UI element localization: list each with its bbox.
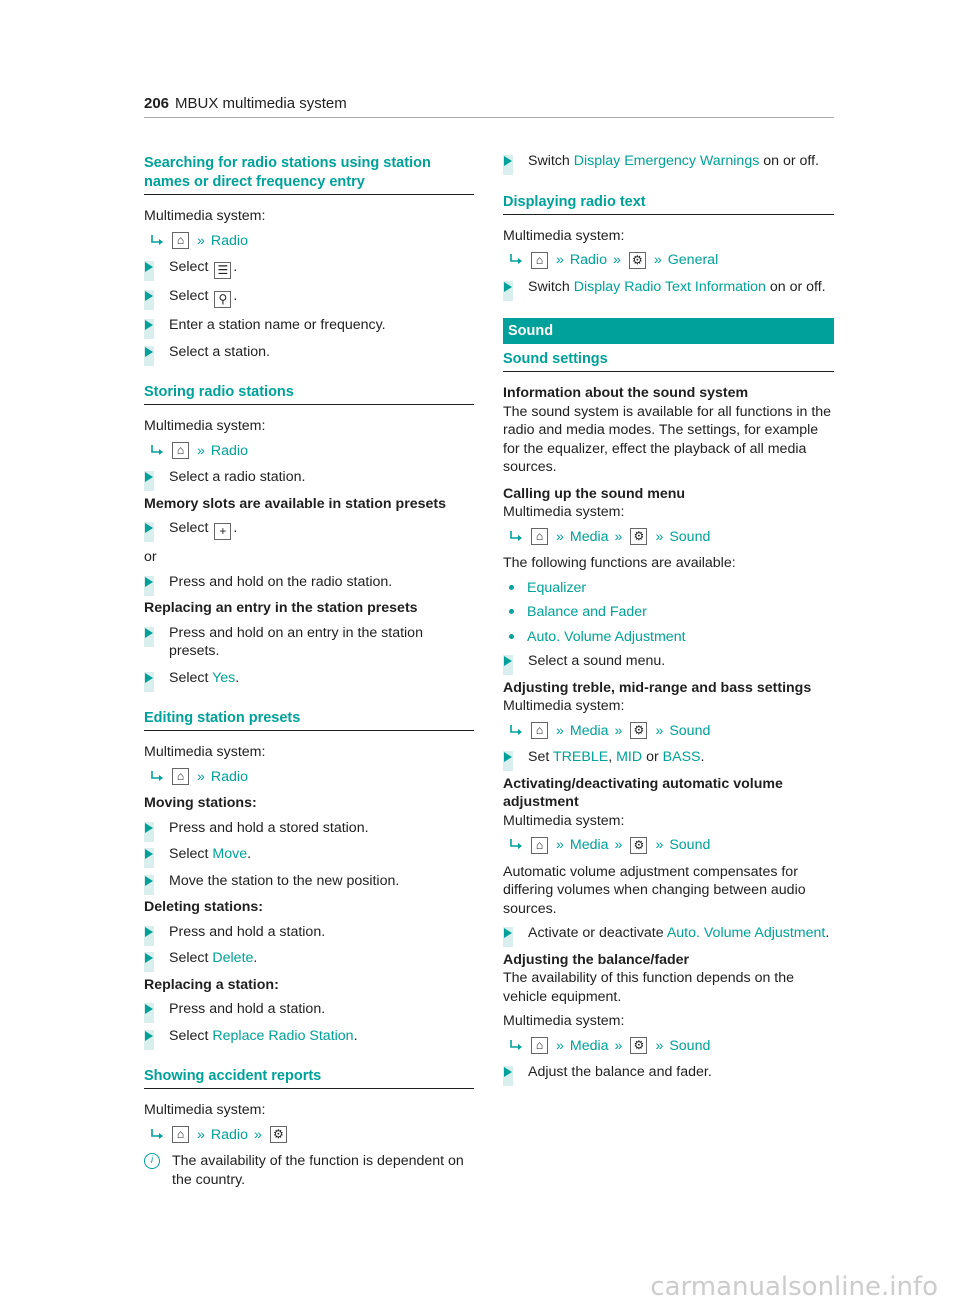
home-icon: ⌂ bbox=[172, 442, 189, 459]
step-item: Enter a station name or frequency. bbox=[144, 316, 474, 335]
subheading: Deleting stations: bbox=[144, 899, 264, 915]
step-item: Press and hold a stored station. bbox=[144, 819, 474, 838]
step-item: Press and hold on an entry in the station presets. bbox=[144, 624, 474, 661]
double-chevron-icon: » bbox=[655, 528, 664, 545]
menu-path bbox=[509, 1037, 834, 1056]
sound-functions-list bbox=[509, 579, 834, 647]
double-chevron-icon: » bbox=[556, 252, 564, 268]
heading-radio-text: Displaying radio text bbox=[503, 193, 834, 215]
path-radio[interactable]: Radio bbox=[210, 768, 248, 785]
double-chevron-icon: » bbox=[614, 722, 623, 739]
return-arrow-icon bbox=[150, 1129, 164, 1141]
double-chevron-icon: » bbox=[655, 1037, 664, 1054]
step-item: Switch Display Emergency Warnings on or off. bbox=[503, 152, 834, 171]
path-radio[interactable]: Radio bbox=[210, 442, 248, 459]
home-icon: ⌂ bbox=[172, 1126, 189, 1143]
or-text: or bbox=[144, 549, 157, 565]
home-icon: ⌂ bbox=[531, 252, 548, 269]
paragraph: The following functions are available: bbox=[503, 555, 736, 571]
step-item: Press and hold on the radio station. bbox=[144, 573, 474, 592]
double-chevron-icon: » bbox=[253, 1126, 262, 1143]
station-list-icon[interactable]: ☰ bbox=[214, 262, 231, 279]
step-item: Press and hold a station. bbox=[144, 923, 474, 942]
page-header-title: MBUX multimedia system bbox=[175, 95, 347, 112]
option-replace-radio-station[interactable]: Replace Radio Station bbox=[212, 1027, 354, 1044]
step-item: Select Replace Radio Station. bbox=[144, 1027, 474, 1046]
multimedia-system-label: Multimedia system: bbox=[144, 744, 266, 760]
multimedia-system-label: Multimedia system: bbox=[503, 504, 625, 520]
double-chevron-icon: » bbox=[556, 528, 564, 545]
home-icon: ⌂ bbox=[172, 232, 189, 249]
list-item[interactable]: Balance and Fader bbox=[509, 603, 834, 622]
info-icon: i bbox=[144, 1153, 160, 1169]
multimedia-system-label: Multimedia system: bbox=[144, 208, 266, 224]
info-note: i The availability of the function is dependent on the country. bbox=[144, 1152, 474, 1189]
gear-icon[interactable]: ⚙ bbox=[630, 1037, 647, 1054]
subheading: Replacing an entry in the station presets bbox=[144, 600, 418, 616]
return-arrow-icon bbox=[509, 531, 523, 543]
home-icon: ⌂ bbox=[531, 837, 548, 854]
watermark: carmanualsonline.info bbox=[650, 1271, 938, 1302]
menu-path bbox=[509, 251, 834, 270]
list-item[interactable]: Equalizer bbox=[509, 579, 834, 598]
menu-path bbox=[150, 442, 474, 461]
double-chevron-icon: » bbox=[614, 837, 623, 853]
step-item: Select Yes. bbox=[144, 669, 474, 688]
double-chevron-icon: » bbox=[556, 837, 564, 853]
option-mid[interactable]: MID bbox=[616, 749, 643, 765]
double-chevron-icon: » bbox=[197, 442, 205, 459]
option-delete[interactable]: Delete bbox=[212, 950, 254, 966]
path-sound[interactable]: Sound bbox=[669, 722, 711, 739]
step-item: Move the station to the new position. bbox=[144, 872, 474, 891]
menu-path bbox=[150, 768, 474, 787]
double-chevron-icon: » bbox=[653, 252, 662, 268]
return-arrow-icon bbox=[150, 771, 164, 783]
step-item: Select a station. bbox=[144, 343, 474, 362]
double-chevron-icon: » bbox=[614, 528, 623, 545]
menu-path bbox=[509, 722, 834, 741]
paragraph: The availability of this function depends on the vehicle equipment. bbox=[503, 970, 795, 1005]
list-item[interactable]: Auto. Volume Adjustment bbox=[509, 628, 834, 647]
subheading: Memory slots are available in station presets bbox=[144, 495, 446, 512]
double-chevron-icon: » bbox=[612, 252, 621, 268]
path-sound[interactable]: Sound bbox=[669, 837, 711, 853]
subheading: Replacing a station: bbox=[144, 976, 279, 993]
heading-search-stations: Searching for radio stations using station names or direct frequency entry bbox=[144, 154, 474, 195]
option-treble[interactable]: TREBLE bbox=[552, 749, 609, 765]
step-item: Select a sound menu. bbox=[503, 652, 834, 671]
path-media[interactable]: Media bbox=[569, 837, 609, 853]
subheading: Adjusting the balance/fader bbox=[503, 951, 690, 968]
page-number: 206 bbox=[144, 95, 170, 112]
home-icon: ⌂ bbox=[531, 1037, 548, 1054]
multimedia-system-label: Multimedia system: bbox=[144, 1102, 266, 1118]
multimedia-system-label: Multimedia system: bbox=[144, 418, 266, 434]
step-item: Select a radio station. bbox=[144, 468, 474, 487]
step-item: Activate or deactivate Auto. Volume Adjustment. bbox=[503, 924, 834, 943]
menu-path bbox=[509, 836, 834, 855]
double-chevron-icon: » bbox=[556, 722, 564, 739]
home-icon: ⌂ bbox=[531, 722, 548, 739]
path-sound[interactable]: Sound bbox=[669, 1037, 711, 1054]
path-radio[interactable]: Radio bbox=[210, 1126, 248, 1143]
multimedia-system-label: Multimedia system: bbox=[503, 812, 625, 829]
multimedia-system-label: Multimedia system: bbox=[503, 698, 625, 714]
path-radio[interactable]: Radio bbox=[210, 232, 248, 249]
section-banner-sound: Sound bbox=[503, 318, 834, 344]
return-arrow-icon bbox=[509, 725, 523, 737]
step-item: Switch Display Radio Text Information on or off. bbox=[503, 278, 834, 297]
option-auto-volume-adjustment[interactable]: Auto. Volume Adjustment bbox=[666, 925, 826, 941]
option-bass[interactable]: BASS bbox=[662, 749, 701, 765]
heading-sound-settings: Sound settings bbox=[503, 350, 834, 372]
multimedia-system-label: Multimedia system: bbox=[503, 227, 625, 244]
gear-icon[interactable]: ⚙ bbox=[629, 252, 646, 269]
plus-icon[interactable]: + bbox=[214, 523, 231, 540]
option-display-radio-text-information[interactable]: Display Radio Text Information bbox=[573, 278, 766, 295]
menu-path bbox=[150, 1126, 474, 1145]
search-icon[interactable]: ⚲ bbox=[214, 291, 231, 308]
paragraph: Automatic volume adjustment compensates for differing volumes when changing between audio sources. bbox=[503, 863, 806, 917]
option-move[interactable]: Move bbox=[212, 846, 248, 862]
double-chevron-icon: » bbox=[614, 1037, 623, 1054]
path-sound[interactable]: Sound bbox=[669, 528, 711, 545]
option-yes[interactable]: Yes bbox=[212, 669, 236, 686]
step-item: Set TREBLE, MID or BASS. bbox=[503, 748, 834, 767]
gear-icon[interactable]: ⚙ bbox=[630, 528, 647, 545]
step-item: Adjust the balance and fader. bbox=[503, 1063, 834, 1082]
menu-path bbox=[509, 528, 834, 547]
double-chevron-icon: » bbox=[197, 768, 205, 785]
heading-accident-reports: Showing accident reports bbox=[144, 1067, 474, 1089]
gear-icon[interactable]: ⚙ bbox=[630, 722, 647, 739]
page-header bbox=[144, 95, 834, 118]
double-chevron-icon: » bbox=[655, 837, 664, 853]
right-column bbox=[503, 152, 834, 1090]
step-item: Select ☰ . bbox=[144, 258, 474, 279]
return-arrow-icon bbox=[150, 235, 164, 247]
return-arrow-icon bbox=[509, 1040, 523, 1052]
gear-icon[interactable]: ⚙ bbox=[630, 837, 647, 854]
home-icon: ⌂ bbox=[531, 528, 548, 545]
double-chevron-icon: » bbox=[655, 722, 664, 739]
step-item: Select Delete. bbox=[144, 949, 474, 968]
subheading: Moving stations: bbox=[144, 795, 257, 811]
multimedia-system-label: Multimedia system: bbox=[503, 1013, 625, 1029]
subheading: Activating/deactivating automatic volume adjustment bbox=[503, 775, 783, 810]
left-column bbox=[144, 152, 474, 1189]
step-item: Press and hold a station. bbox=[144, 1000, 474, 1019]
double-chevron-icon: » bbox=[556, 1037, 564, 1054]
step-item: Select ⚲ . bbox=[144, 287, 474, 308]
paragraph: The sound system is available for all functions in the radio and media modes. The settings, for example for the equalizer, effect the playback of all media sources. bbox=[503, 403, 832, 475]
menu-path bbox=[150, 232, 474, 251]
step-item: Select + . bbox=[144, 519, 474, 540]
return-arrow-icon bbox=[509, 839, 523, 851]
subheading: Adjusting treble, mid-range and bass settings bbox=[503, 679, 812, 696]
path-media[interactable]: Media bbox=[569, 528, 609, 545]
home-icon: ⌂ bbox=[172, 768, 189, 785]
return-arrow-icon bbox=[509, 254, 523, 266]
path-media[interactable]: Media bbox=[569, 1037, 609, 1054]
heading-storing-stations: Storing radio stations bbox=[144, 383, 474, 405]
path-radio[interactable]: Radio bbox=[569, 252, 607, 268]
heading-editing-presets: Editing station presets bbox=[144, 709, 474, 731]
option-display-emergency-warnings[interactable]: Display Emergency Warnings bbox=[573, 153, 760, 169]
gear-icon[interactable]: ⚙ bbox=[270, 1126, 287, 1143]
double-chevron-icon: » bbox=[197, 232, 205, 249]
subheading: Information about the sound system bbox=[503, 385, 749, 401]
subheading: Calling up the sound menu bbox=[503, 485, 686, 502]
path-media[interactable]: Media bbox=[569, 722, 609, 739]
return-arrow-icon bbox=[150, 445, 164, 457]
step-item: Select Move. bbox=[144, 845, 474, 864]
path-general[interactable]: General bbox=[667, 252, 719, 268]
double-chevron-icon: » bbox=[197, 1126, 205, 1143]
